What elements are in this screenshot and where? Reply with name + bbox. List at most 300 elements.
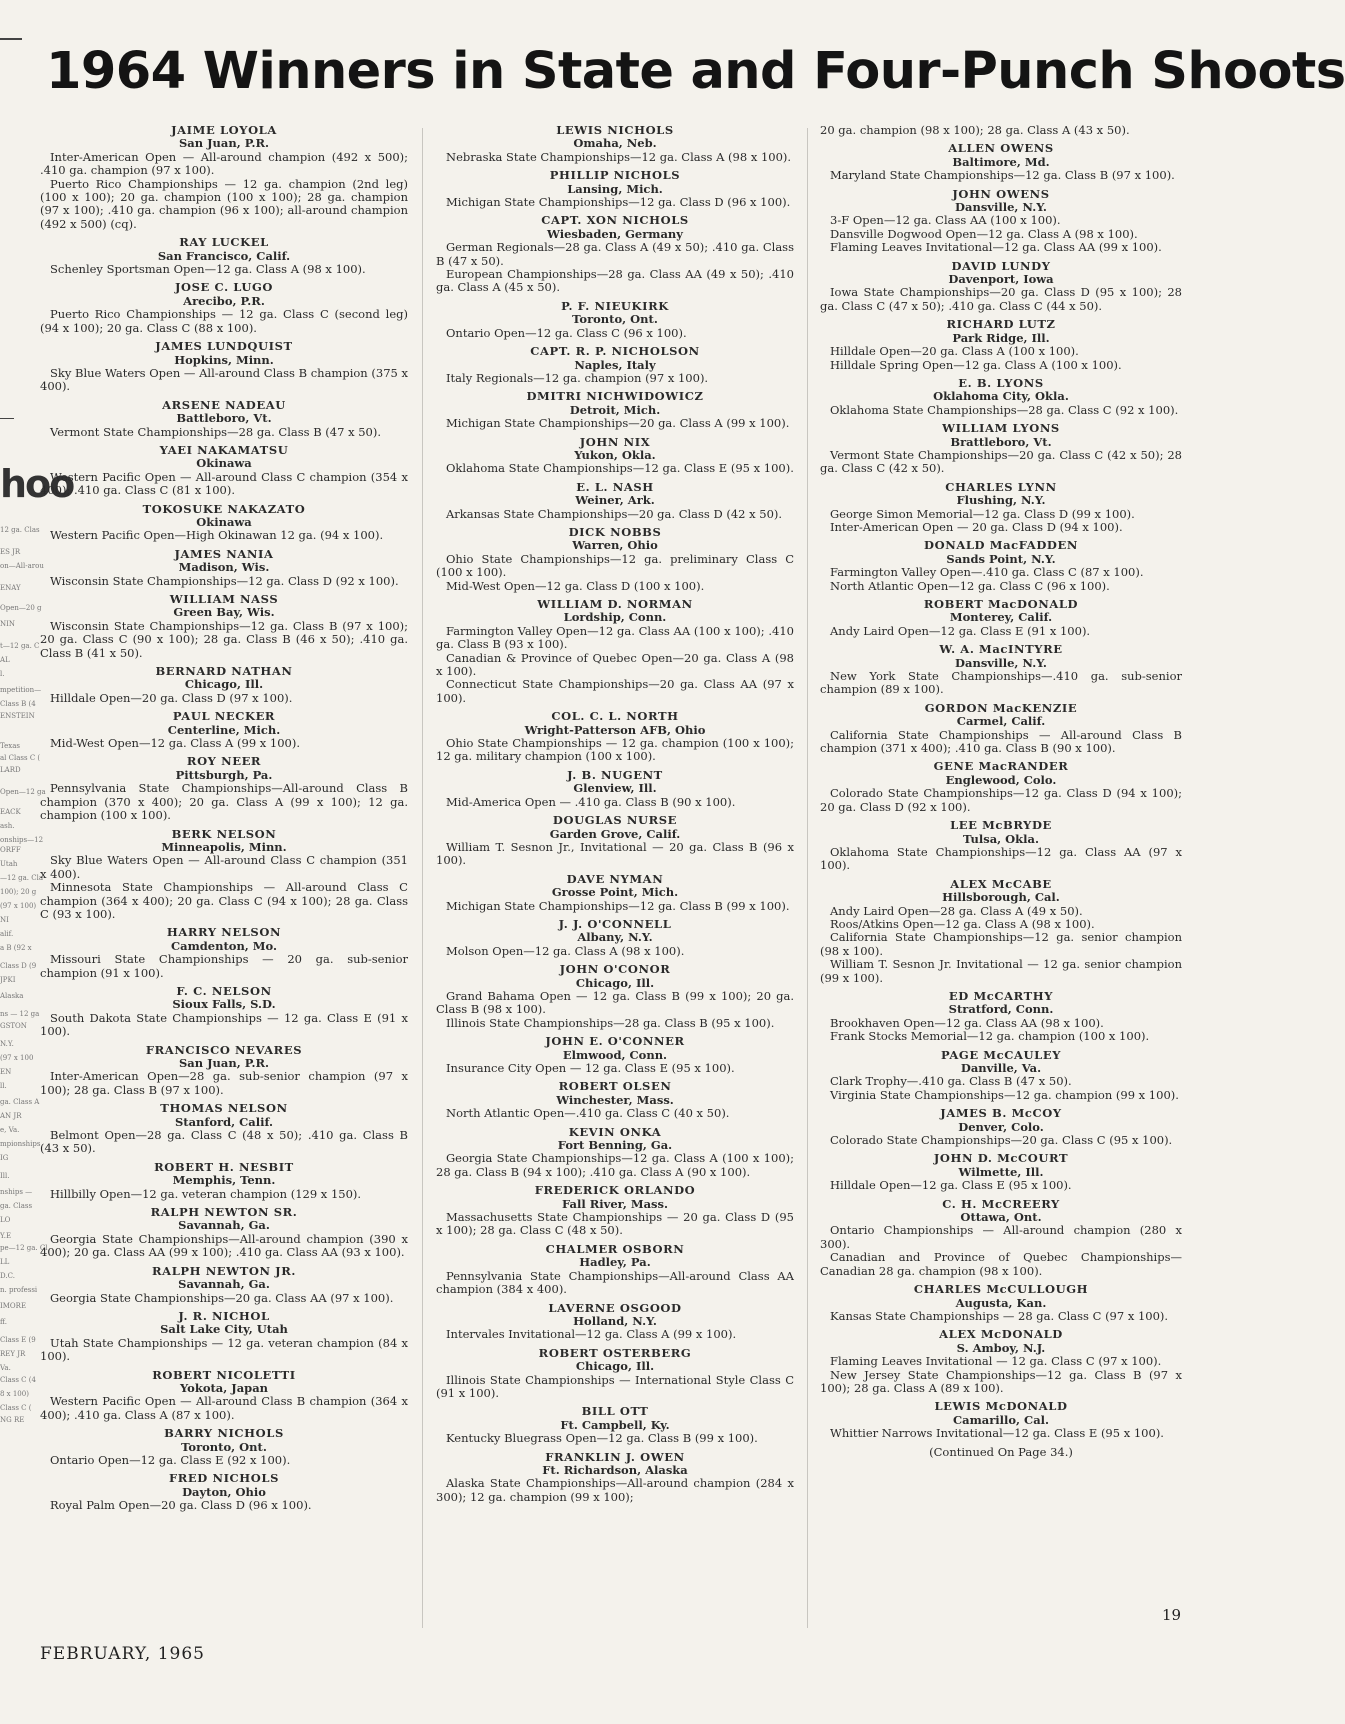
event-result: Michigan State Championships—12 ga. Class B (99 x 100). bbox=[446, 898, 790, 913]
winner-name: JOSE C. LUGO bbox=[174, 280, 273, 295]
winner-name: ARSENE NADEAU bbox=[162, 397, 286, 412]
winner-name: RICHARD LUTZ bbox=[946, 317, 1056, 332]
edge-fragment: Class B (4 bbox=[0, 700, 36, 708]
winner-name: RAY LUCKEL bbox=[179, 235, 269, 250]
winner-name: P. F. NIEUKIRK bbox=[561, 298, 669, 313]
winner-entry bbox=[40, 444, 408, 498]
edge-fragment: ES JR bbox=[0, 548, 21, 556]
winner-name: FREDERICK ORLANDO bbox=[534, 1183, 696, 1198]
edge-fragment: on—All-arou bbox=[0, 562, 44, 570]
winner-entry bbox=[436, 963, 794, 1030]
winner-location: Arecibo, P.R. bbox=[183, 293, 265, 308]
winner-entry bbox=[436, 169, 794, 209]
winner-entry bbox=[436, 1080, 794, 1120]
winner-location: Camarillo, Cal. bbox=[952, 1412, 1050, 1427]
winner-name: ROBERT NICOLETTI bbox=[152, 1367, 296, 1382]
winner-name: FRED NICHOLS bbox=[169, 1471, 279, 1486]
edge-fragment: JPKI bbox=[0, 976, 16, 984]
event-result: George Simon Memorial—12 ga. Class D (99 x 100). bbox=[830, 506, 1135, 521]
event-result: Frank Stocks Memorial—12 ga. champion (100 x 100). bbox=[830, 1029, 1150, 1044]
winner-name: CHARLES McCULLOUGH bbox=[913, 1282, 1089, 1297]
edge-fragment: (97 x 100) bbox=[0, 902, 37, 910]
winner-name: COL. C. L. NORTH bbox=[551, 709, 679, 724]
winner-location: Ft. Richardson, Alaska bbox=[542, 1462, 688, 1477]
winner-location: Holland, N.Y. bbox=[573, 1313, 657, 1328]
event-result: Sky Blue Waters Open — All-around Class C champion (351 x 400). bbox=[40, 853, 408, 881]
winner-name: J. B. NUGENT bbox=[567, 767, 663, 782]
winner-entry bbox=[40, 1427, 408, 1467]
edge-rule bbox=[0, 418, 14, 419]
winner-name: CAPT. R. P. NICHOLSON bbox=[530, 344, 700, 359]
winner-entry bbox=[40, 1310, 408, 1364]
event-result: Canadian & Province of Quebec Open—20 ga. Class A (98 x 100). bbox=[436, 650, 794, 679]
winner-entry bbox=[820, 819, 1182, 873]
winner-entry bbox=[40, 399, 408, 439]
winner-entry bbox=[436, 1347, 794, 1401]
winner-name: GORDON MacKENZIE bbox=[924, 700, 1078, 715]
winner-name: LAVERNE OSGOOD bbox=[548, 1300, 682, 1315]
event-result: Utah State Championships — 12 ga. veteran champion (84 x 100). bbox=[40, 1335, 408, 1364]
event-result: Georgia State Championships—12 ga. Class A (100 x 100); 28 ga. Class B (94 x 100); .410 ga. Class A (90 x 100). bbox=[436, 1151, 794, 1179]
event-result: Inter-American Open — 20 ga. Class D (94 x 100). bbox=[830, 519, 1123, 534]
event-result: Michigan State Championships—12 ga. Class D (96 x 100). bbox=[446, 195, 791, 210]
winner-name: J. R. NICHOL bbox=[178, 1308, 270, 1323]
event-result: North Atlantic Open—.410 ga. Class C (40 x 50). bbox=[446, 1106, 730, 1121]
edge-fragment: ll. bbox=[0, 1082, 7, 1090]
winner-location: Stratford, Conn. bbox=[948, 1002, 1054, 1017]
winner-entry bbox=[40, 281, 408, 335]
edge-fragment: ns — 12 ga bbox=[0, 1010, 40, 1018]
winner-name: ALLEN OWENS bbox=[948, 141, 1054, 156]
winner-name: ALEX McDONALD bbox=[939, 1327, 1063, 1342]
winner-entry bbox=[40, 1044, 408, 1098]
winner-location: Warren, Ohio bbox=[572, 538, 658, 553]
winner-entry bbox=[40, 1369, 408, 1423]
edge-fragment: ash. bbox=[0, 822, 15, 830]
event-result: Vermont State Championships—20 ga. Class C (42 x 50); 28 ga. Class C (42 x 50). bbox=[820, 447, 1182, 476]
winner-entry bbox=[436, 1126, 794, 1180]
winner-name: JOHN OWENS bbox=[952, 186, 1050, 201]
winner-location: Pittsburgh, Pa. bbox=[175, 767, 273, 782]
winner-location: Garden Grove, Calif. bbox=[549, 826, 681, 841]
winner-location: Camdenton, Mo. bbox=[170, 938, 278, 953]
winner-location: Chicago, Ill. bbox=[184, 677, 264, 692]
winner-name: PAGE McCAULEY bbox=[940, 1047, 1062, 1062]
winner-location: Hadley, Pa. bbox=[579, 1255, 651, 1270]
event-result: William T. Sesnon Jr., Invitational — 20 ga. Class B (96 x 100). bbox=[436, 839, 794, 868]
winner-location: Ft. Campbell, Ky. bbox=[560, 1417, 670, 1432]
event-result: Schenley Sportsman Open—12 ga. Class A (98 x 100). bbox=[50, 262, 366, 277]
winner-name: CHARLES LYNN bbox=[945, 479, 1057, 494]
winner-entry bbox=[820, 1400, 1182, 1440]
winner-entry bbox=[820, 377, 1182, 417]
edge-fragment: NG RE bbox=[0, 1416, 25, 1424]
edge-rule bbox=[0, 38, 22, 40]
event-result: Andy Laird Open—12 ga. Class E (91 x 100). bbox=[830, 623, 1091, 638]
event-result: Molson Open—12 ga. Class A (98 x 100). bbox=[446, 943, 685, 958]
winner-name: JAMES NANIA bbox=[174, 546, 274, 561]
winner-entry bbox=[436, 300, 794, 340]
event-result: Wisconsin State Championships—12 ga. Class B (97 x 100); 20 ga. Class C (90 x 100); 28 ga. Class B (46 x 50); .410 ga. Class B (41 x 50). bbox=[40, 618, 408, 660]
edge-fragment: Class C ( bbox=[0, 1404, 32, 1412]
winner-entry bbox=[40, 548, 408, 588]
event-result: Flaming Leaves Invitational — 12 ga. Class C (97 x 100). bbox=[830, 1354, 1162, 1369]
edge-fragment: al Class C ( bbox=[0, 754, 41, 762]
edge-fragment: AL bbox=[0, 656, 10, 664]
edge-fragment: REY JR bbox=[0, 1350, 26, 1358]
event-result: Andy Laird Open—28 ga. Class A (49 x 50). bbox=[830, 903, 1083, 918]
winner-name: LEE McBRYDE bbox=[950, 818, 1052, 833]
winner-name: GENE MacRANDER bbox=[933, 759, 1069, 774]
edge-fragment: Class E (9 bbox=[0, 1336, 36, 1344]
winner-name: TOKOSUKE NAKAZATO bbox=[142, 501, 306, 516]
winner-location: Carmel, Calif. bbox=[956, 714, 1046, 729]
winner-location: San Juan, P.R. bbox=[178, 1056, 270, 1070]
winner-name: ALEX McCABE bbox=[950, 876, 1052, 891]
winner-location: Englewood, Colo. bbox=[945, 772, 1057, 787]
winner-entry bbox=[436, 390, 794, 430]
event-result: Dansville Dogwood Open—12 ga. Class A (98 x 100). bbox=[830, 226, 1138, 241]
event-result: Whittier Narrows Invitational—12 ga. Class E (95 x 100). bbox=[830, 1426, 1164, 1441]
winner-location: Denver, Colo. bbox=[958, 1119, 1044, 1134]
continued-note: (Continued On Page 34.) bbox=[929, 1444, 1073, 1459]
winner-name: DMITRI NICHWIDOWICZ bbox=[526, 389, 704, 404]
winner-entry bbox=[40, 236, 408, 276]
winner-entry bbox=[436, 1302, 794, 1342]
edge-fragment: mpionships bbox=[0, 1140, 41, 1148]
event-result: California State Championships—12 ga. senior champion (98 x 100). bbox=[820, 930, 1182, 958]
winner-location: Memphis, Tenn. bbox=[172, 1173, 276, 1188]
event-result: Kansas State Championships — 28 ga. Class C (97 x 100). bbox=[830, 1308, 1169, 1323]
winner-location: Centerline, Mich. bbox=[167, 722, 281, 737]
column-1 bbox=[40, 124, 408, 1518]
event-result: Inter-American Open — All-around champion (492 x 500); .410 ga. champion (97 x 100). bbox=[40, 149, 408, 178]
edge-fragment: l. bbox=[0, 670, 5, 678]
event-result: Western Pacific Open — All-around Class B champion (364 x 400); .410 ga. Class A (87 x 100). bbox=[40, 1394, 408, 1422]
winner-location: Toronto, Ont. bbox=[572, 312, 658, 327]
edge-fragment: Open—12 ga bbox=[0, 788, 46, 796]
winner-entry bbox=[40, 828, 408, 922]
winner-location: Sioux Falls, S.D. bbox=[172, 997, 276, 1012]
winner-name: JOHN O'CONOR bbox=[559, 962, 671, 977]
event-result: Kentucky Bluegrass Open—12 ga. Class B (99 x 100). bbox=[446, 1431, 758, 1446]
event-result: Italy Regionals—12 ga. champion (97 x 100). bbox=[446, 370, 709, 385]
issue-date: FEBRUARY, 1965 bbox=[40, 1644, 205, 1664]
event-result: Royal Palm Open—20 ga. Class D (96 x 100). bbox=[50, 1498, 312, 1513]
winner-name: JAMES LUNDQUIST bbox=[155, 339, 293, 354]
edge-fragment: Utah bbox=[0, 860, 18, 868]
event-result: Clark Trophy—.410 ga. Class B (47 x 50). bbox=[830, 1074, 1072, 1089]
event-result: Farmington Valley Open—.410 ga. Class C (87 x 100). bbox=[830, 565, 1144, 580]
winner-entry bbox=[40, 985, 408, 1039]
edge-fragment: e, Va. bbox=[0, 1126, 20, 1134]
winner-location: Wilmette, Ill. bbox=[958, 1164, 1044, 1179]
winner-location: Wright-Patterson AFB, Ohio bbox=[524, 722, 706, 737]
edge-fragment: IMORE bbox=[0, 1302, 27, 1310]
winner-entry bbox=[436, 124, 794, 164]
winner-location: Grosse Point, Mich. bbox=[551, 885, 679, 900]
edge-fragment: ga. Class bbox=[0, 1202, 33, 1210]
winner-name: LEWIS NICHOLS bbox=[556, 123, 674, 137]
winner-name: RALPH NEWTON SR. bbox=[150, 1205, 298, 1220]
event-result: Canadian and Province of Quebec Championships—Canadian 28 ga. champion (98 x 100). bbox=[820, 1250, 1182, 1278]
edge-fragment: Class C (4 bbox=[0, 1376, 36, 1384]
event-result: 3-F Open—12 ga. Class AA (100 x 100). bbox=[830, 213, 1061, 228]
winner-entry bbox=[820, 422, 1182, 476]
winner-name: ROBERT MacDONALD bbox=[923, 597, 1079, 611]
winner-name: JAIME LOYOLA bbox=[171, 123, 277, 137]
winner-name: C. H. McCREERY bbox=[942, 1196, 1060, 1211]
winner-entry bbox=[436, 436, 794, 476]
event-result: Nebraska State Championships—12 ga. Class A (98 x 100). bbox=[446, 149, 792, 164]
edge-fragment: NIN bbox=[0, 620, 16, 628]
edge-fragment: Va. bbox=[0, 1364, 11, 1372]
winner-entry bbox=[40, 710, 408, 750]
winner-name: LEWIS McDONALD bbox=[934, 1399, 1068, 1414]
winner-location: Fall River, Mass. bbox=[561, 1196, 668, 1211]
winner-name: PAUL NECKER bbox=[172, 709, 276, 724]
winner-entry bbox=[436, 598, 794, 705]
edge-fragment: n. professi bbox=[0, 1286, 38, 1294]
edge-fragment: ORFF bbox=[0, 846, 21, 854]
winner-name: YAEI NAKAMATSU bbox=[159, 442, 289, 457]
event-result: Iowa State Championships—20 ga. Class D (95 x 100); 28 ga. Class C (47 x 50); .410 ga. Class C (44 x 50). bbox=[820, 285, 1182, 313]
event-result: Ontario Championships — All-around champion (280 x 300). bbox=[820, 1223, 1182, 1251]
winner-name: JOHN E. O'CONNER bbox=[545, 1034, 685, 1049]
winner-name: JOHN NIX bbox=[579, 434, 651, 449]
event-result: Pennsylvania State Championships—All-around Class AA champion (384 x 400). bbox=[436, 1268, 794, 1297]
winner-entry bbox=[436, 1243, 794, 1297]
edge-fragment: hoo bbox=[0, 462, 74, 506]
event-result: Mid-West Open—12 ga. Class A (99 x 100). bbox=[50, 736, 301, 751]
event-result: Farmington Valley Open—12 ga. Class AA (100 x 100); .410 ga. Class B (93 x 100). bbox=[436, 623, 794, 652]
winner-location: Baltimore, Md. bbox=[952, 154, 1050, 169]
event-result: Grand Bahama Open — 12 ga. Class B (99 x 100); 20 ga. Class B (98 x 100). bbox=[436, 988, 794, 1017]
winner-location: Detroit, Mich. bbox=[569, 402, 661, 417]
winner-location: Lordship, Conn. bbox=[563, 610, 667, 625]
edge-fragment: AN JR bbox=[0, 1112, 22, 1120]
edge-fragment: Class D (9 bbox=[0, 962, 37, 970]
winner-name: ROBERT H. NESBIT bbox=[154, 1159, 294, 1174]
winner-entry bbox=[820, 1107, 1182, 1147]
winner-location: Dayton, Ohio bbox=[182, 1484, 266, 1499]
event-result: Inter-American Open—28 ga. sub-senior champion (97 x 100); 28 ga. Class B (97 x 100). bbox=[40, 1069, 408, 1097]
event-result: Hilldale Spring Open—12 ga. Class A (100 x 100). bbox=[830, 357, 1122, 372]
event-result: New Jersey State Championships—12 ga. Class B (97 x 100); 28 ga. Class A (89 x 100). bbox=[820, 1367, 1182, 1395]
event-result: Oklahoma State Championships—12 ga. Class AA (97 x 100). bbox=[820, 844, 1182, 873]
winner-location: Salt Lake City, Utah bbox=[160, 1322, 288, 1337]
winner-name: PHILLIP NICHOLS bbox=[549, 168, 681, 183]
event-result: Sky Blue Waters Open — All-around Class B champion (375 x 400). bbox=[40, 365, 408, 394]
winner-entry bbox=[820, 1049, 1182, 1103]
winner-entry bbox=[40, 1102, 408, 1156]
event-result: Wisconsin State Championships—12 ga. Class D (92 x 100). bbox=[50, 573, 399, 588]
winner-location: Park Ridge, Ill. bbox=[952, 330, 1050, 345]
winner-entry bbox=[40, 1472, 408, 1512]
event-result: Roos/Atkins Open—12 ga. Class A (98 x 100). bbox=[830, 916, 1095, 931]
event-result: Mid-America Open — .410 ga. Class B (90 x 100). bbox=[446, 794, 736, 809]
winner-entry bbox=[820, 318, 1182, 372]
winner-name: W. A. MacINTYRE bbox=[939, 642, 1063, 657]
winner-entry bbox=[40, 340, 408, 394]
winner-location: Augusta, Kan. bbox=[955, 1295, 1047, 1310]
event-result: Oklahoma State Championships—28 ga. Class C (92 x 100). bbox=[830, 402, 1179, 417]
event-result: Brookhaven Open—12 ga. Class AA (98 x 100). bbox=[830, 1015, 1104, 1030]
winner-entry bbox=[820, 702, 1182, 756]
winner-location: Madison, Wis. bbox=[178, 560, 270, 575]
event-result: Vermont State Championships—28 ga. Class B (47 x 50). bbox=[50, 424, 381, 439]
event-result: Western Pacific Open — All-around Class C champion (354 x 400); .410 ga. Class C (81 x 100). bbox=[40, 469, 408, 498]
winner-name: WILLIAM NASS bbox=[169, 592, 279, 606]
winner-entry bbox=[436, 1451, 794, 1505]
winner-entry bbox=[40, 1206, 408, 1260]
winner-name: WILLIAM D. NORMAN bbox=[537, 597, 693, 611]
winner-location: Tulsa, Okla. bbox=[963, 831, 1039, 846]
winner-entry bbox=[820, 990, 1182, 1044]
winner-location: Winchester, Mass. bbox=[556, 1092, 674, 1107]
winner-entry bbox=[40, 593, 408, 660]
winner-entry bbox=[820, 260, 1182, 314]
winner-name: ROBERT OLSEN bbox=[558, 1079, 672, 1094]
winner-name: BERK NELSON bbox=[171, 826, 277, 841]
event-result: European Championships—28 ga. Class AA (49 x 50); .410 ga. Class A (45 x 50). bbox=[436, 267, 794, 295]
winner-location: Dansville, N.Y. bbox=[955, 655, 1047, 670]
winner-name: WILLIAM LYONS bbox=[942, 421, 1060, 436]
winner-location: Fort Benning, Ga. bbox=[557, 1138, 673, 1153]
winner-name: ED McCARTHY bbox=[948, 988, 1054, 1003]
winner-name: THOMAS NELSON bbox=[160, 1101, 288, 1116]
winner-location: Wiesbaden, Germany bbox=[547, 226, 683, 241]
winner-location: Sands Point, N.Y. bbox=[946, 551, 1056, 566]
event-result: California State Championships — All-around Class B champion (371 x 400); .410 ga. Class B (90 x 100). bbox=[820, 727, 1182, 756]
edge-fragment: EN bbox=[0, 1068, 12, 1076]
event-result: Ontario Open—12 ga. Class E (92 x 100). bbox=[50, 1452, 291, 1467]
event-result: Ontario Open—12 ga. Class C (96 x 100). bbox=[446, 325, 687, 340]
winner-name: DONALD MacFADDEN bbox=[924, 538, 1078, 553]
winner-location: S. Amboy, N.J. bbox=[956, 1340, 1046, 1355]
event-result: Insurance City Open — 12 ga. Class E (95 x 100). bbox=[446, 1061, 735, 1075]
winner-location: Dansville, N.Y. bbox=[955, 200, 1047, 215]
winner-entry bbox=[436, 1405, 794, 1445]
winner-location: San Francisco, Calif. bbox=[157, 248, 291, 263]
winner-location: Davenport, Iowa bbox=[948, 272, 1054, 287]
event-result: Hilldale Open—20 ga. Class D (97 x 100). bbox=[50, 690, 293, 705]
winner-name: CAPT. XON NICHOLS bbox=[541, 213, 689, 228]
winner-location: Oklahoma City, Okla. bbox=[933, 389, 1069, 404]
edge-fragment: a B (92 x bbox=[0, 944, 32, 952]
winner-entry bbox=[436, 526, 794, 593]
edge-fragment: ENAY bbox=[0, 584, 21, 592]
winner-name: DAVID LUNDY bbox=[951, 258, 1051, 273]
edge-fragment: alif. bbox=[0, 930, 14, 938]
event-result: Connecticut State Championships—20 ga. Class AA (97 x 100). bbox=[436, 677, 794, 705]
event-result: Colorado State Championships—12 ga. Class D (94 x 100); 20 ga. Class D (92 x 100). bbox=[820, 786, 1182, 814]
edge-fragment: LARD bbox=[0, 766, 21, 774]
winner-entry bbox=[436, 345, 794, 385]
winner-entry bbox=[820, 481, 1182, 535]
event-result: Belmont Open—28 ga. Class C (48 x 50); .410 ga. Class B (43 x 50). bbox=[40, 1128, 408, 1156]
edge-fragment: —12 ga. Cla bbox=[0, 874, 44, 882]
event-result: Flaming Leaves Invitational—12 ga. Class AA (99 x 100). bbox=[830, 240, 1162, 255]
column-divider bbox=[807, 128, 808, 1628]
winner-entry bbox=[40, 1265, 408, 1305]
winner-name: E. L. NASH bbox=[576, 479, 654, 494]
winner-entry bbox=[436, 214, 794, 294]
event-result: Georgia State Championships—All-around champion (390 x 400); 20 ga. Class AA (99 x 100); .410 ga. Class AA (93 x 100). bbox=[40, 1231, 408, 1260]
winner-entry bbox=[436, 481, 794, 521]
edge-fragment: Ill. bbox=[0, 1172, 10, 1180]
event-result: New York State Championships—.410 ga. sub-senior champion (89 x 100). bbox=[820, 669, 1182, 697]
edge-fragment: GSTON bbox=[0, 1022, 27, 1030]
edge-fragment: nships — bbox=[0, 1188, 33, 1196]
winner-entry bbox=[40, 124, 408, 231]
winner-entry bbox=[820, 539, 1182, 593]
winner-location: Battleboro, Vt. bbox=[176, 411, 272, 426]
column-divider bbox=[422, 128, 423, 1628]
cropped-adjacent-page bbox=[0, 0, 74, 1724]
event-result: Puerto Rico Championships — 12 ga. champion (2nd leg) (100 x 100); 20 ga. champion (100 x 100); 28 ga. champion (97 x 100); .410 ga. champion (96 x 100); all-around champion (492 x 500) (cq). bbox=[40, 176, 408, 231]
edge-fragment: mpetition— bbox=[0, 686, 42, 694]
winner-entry bbox=[820, 643, 1182, 697]
winner-entry bbox=[820, 1328, 1182, 1395]
winner-location: Albany, N.Y. bbox=[577, 930, 653, 945]
winner-entry bbox=[40, 503, 408, 543]
winner-location: Stanford, Calif. bbox=[174, 1114, 274, 1129]
edge-fragment: t—12 ga. C bbox=[0, 642, 40, 650]
winner-name: CHALMER OSBORN bbox=[545, 1241, 685, 1256]
winner-entry bbox=[436, 814, 794, 868]
winner-name: ROY NEER bbox=[186, 754, 262, 769]
winner-entry bbox=[820, 1283, 1182, 1323]
event-result: Western Pacific Open—High Okinawan 12 ga. (94 x 100). bbox=[50, 528, 384, 543]
winner-name: FRANKLIN J. OWEN bbox=[545, 1449, 685, 1464]
column-3 bbox=[820, 124, 1182, 1459]
winner-location: Monterey, Calif. bbox=[949, 610, 1053, 625]
winner-location: Elmwood, Conn. bbox=[562, 1047, 668, 1062]
winner-entry bbox=[436, 769, 794, 809]
event-result: Mid-West Open—12 ga. Class D (100 x 100). bbox=[446, 578, 705, 593]
edge-fragment: ga. Class A bbox=[0, 1098, 40, 1106]
winner-entry bbox=[820, 188, 1182, 255]
event-result: Maryland State Championships—12 ga. Class B (97 x 100). bbox=[830, 168, 1175, 183]
winner-location: Weiner, Ark. bbox=[575, 493, 655, 508]
winner-name: HARRY NELSON bbox=[166, 925, 282, 940]
winner-name: BARRY NICHOLS bbox=[164, 1426, 284, 1441]
winner-entry bbox=[436, 1035, 794, 1075]
event-result: Puerto Rico Championships — 12 ga. Class C (second leg) (94 x 100); 20 ga. Class C (88 x 100). bbox=[40, 307, 408, 335]
winner-location: Danville, Va. bbox=[960, 1061, 1042, 1075]
edge-fragment: IG bbox=[0, 1154, 9, 1162]
event-result: Virginia State Championships—12 ga. champion (99 x 100). bbox=[830, 1087, 1179, 1102]
edge-fragment: 8 x 100) bbox=[0, 1390, 29, 1398]
winner-entry bbox=[820, 142, 1182, 182]
edge-fragment: Open—20 g bbox=[0, 604, 42, 612]
winner-entry bbox=[436, 710, 794, 764]
winner-location: Toronto, Ont. bbox=[181, 1439, 267, 1454]
winner-name: KEVIN ONKA bbox=[568, 1124, 662, 1139]
winner-name: E. B. LYONS bbox=[958, 375, 1044, 390]
event-result: German Regionals—28 ga. Class A (49 x 50); .410 ga. Class B (47 x 50). bbox=[436, 240, 794, 268]
winner-name: RALPH NEWTON JR. bbox=[152, 1263, 296, 1278]
winner-name: JAMES B. McCOY bbox=[940, 1106, 1062, 1121]
winner-entry bbox=[40, 1161, 408, 1201]
edge-fragment: Texas bbox=[0, 742, 20, 750]
edge-fragment: ff. bbox=[0, 1318, 7, 1326]
event-result: Ohio State Championships — 12 ga. champion (100 x 100); 12 ga. military champion (100 x 100). bbox=[436, 736, 794, 764]
edge-fragment: LL bbox=[0, 1258, 10, 1266]
event-result: Massachusetts State Championships — 20 ga. Class D (95 x 100); 28 ga. Class C (48 x 50). bbox=[436, 1210, 794, 1238]
event-result: Georgia State Championships—20 ga. Class AA (97 x 100). bbox=[50, 1290, 394, 1305]
